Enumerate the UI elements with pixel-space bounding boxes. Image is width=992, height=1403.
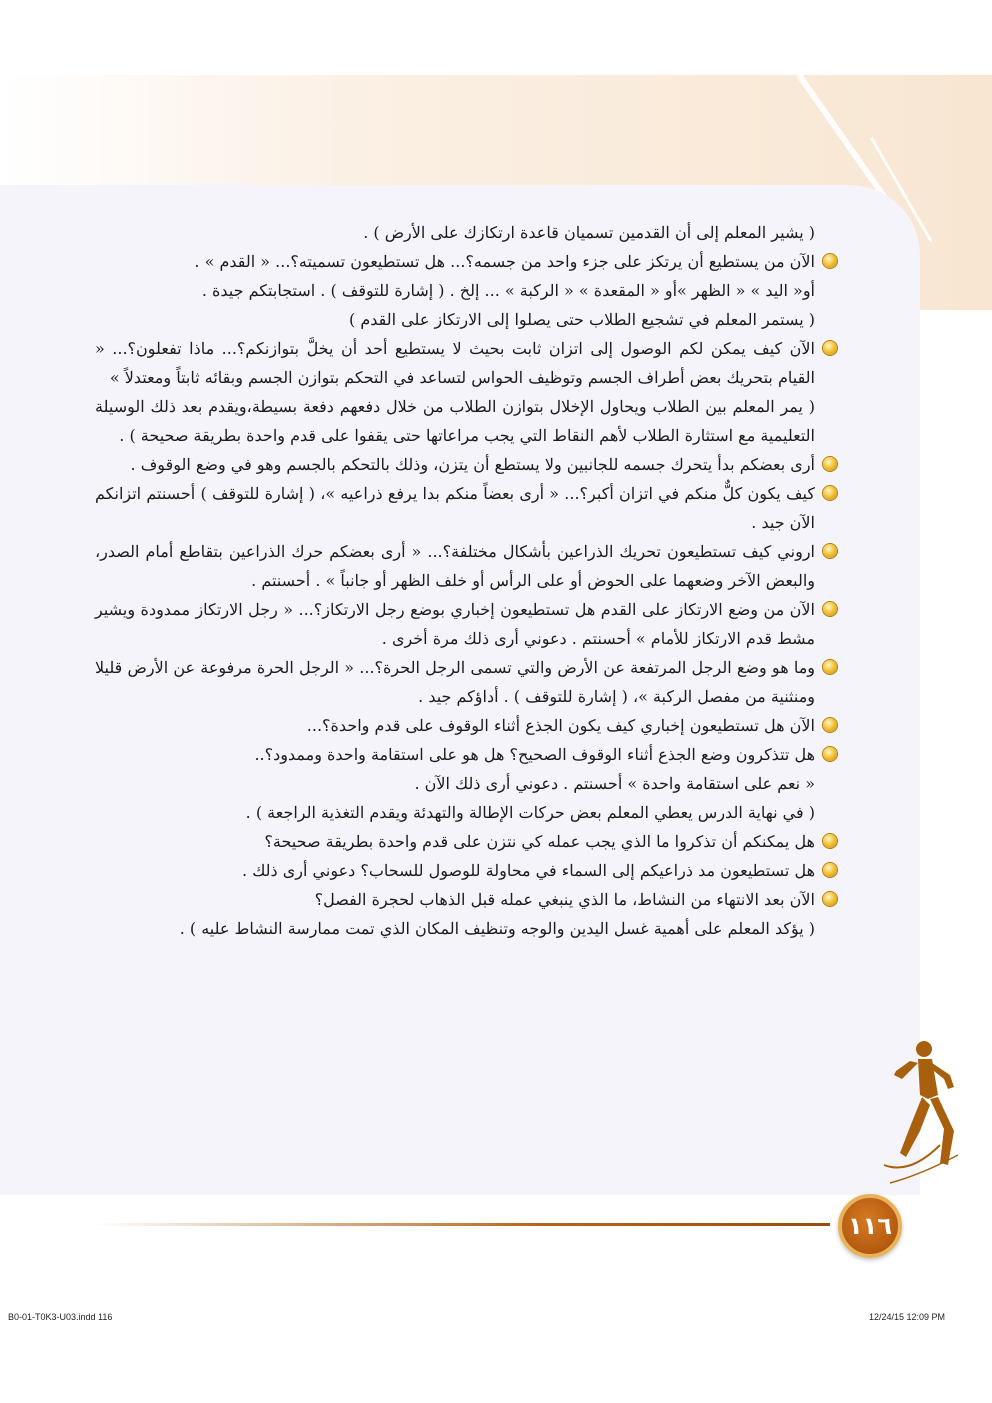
bullet-icon: [823, 863, 837, 877]
bullet-item: هل تستطيعون مد ذراعيكم إلى السماء في محاولة للوصول للسحاب؟ دعوني أرى ذلك .: [95, 856, 815, 885]
bullet-icon: [823, 834, 837, 848]
bullet-icon: [823, 602, 837, 616]
paragraph: ( في نهاية الدرس يعطي المعلم بعض حركات الإطالة والتهدئة ويقدم التغذية الراجعة ) .: [245, 803, 815, 822]
bullet-icon: [823, 341, 837, 355]
bullet-icon: [823, 486, 837, 500]
print-timestamp: 12/24/15 12:09 PM: [869, 1312, 946, 1322]
paragraph: ( يستمر المعلم في تشجيع الطلاب حتى يصلوا إلى الارتكاز على القدم ): [349, 310, 815, 329]
bullet-icon: [823, 544, 837, 558]
paragraph: ( يؤكد المعلم على أهمية غسل اليدين والوجه وتنظيف المكان الذي تمت ممارسة النشاط عليه ) .: [179, 919, 815, 938]
bullet-icon: [823, 892, 837, 906]
paragraph: « نعم على استقامة واحدة » أحسنتم . دعوني أرى ذلك الآن .: [414, 774, 815, 793]
bullet-item: الآن كيف يمكن لكم الوصول إلى اتزان ثابت بحيث لا يستطيع أحد أن يخلَّ بتوازنكم؟... ماذا تفعلون؟... « القيام بتحريك بعض أطراف الجسم وتوظيف الحواس لتساعد في التحكم بتوازن الجسم وبقائه ثابتاً ومعتدلاً »: [95, 334, 815, 392]
bullet-icon: [823, 457, 837, 471]
bullet-icon: [823, 660, 837, 674]
bullet-icon: [823, 718, 837, 732]
lesson-text: [95, 218, 815, 943]
print-file-slug: B0-01-T0K3-U03.indd 116: [8, 1312, 113, 1322]
bullet-item: هل تتذكرون وضع الجذع أثناء الوقوف الصحيح؟ هل هو على استقامة واحدة وممدود؟..: [95, 740, 815, 769]
bullet-item: وما هو وضع الرجل المرتفعة عن الأرض والتي تسمى الرجل الحرة؟... « الرجل الحرة مرفوعة عن الأرض قليلا ومنثنية من مفصل الركبة »، ( إشارة للتوقف ) . أداؤكم جيد .: [95, 653, 815, 711]
paragraph: ( يمر المعلم بين الطلاب ويحاول الإخلال بتوازن الطلاب من خلال دفعهم دفعة بسيطة،ويقدم بعد ذلك الوسيلة التعليمية مع استثارة الطلاب لأهم النقاط التي يجب مراعاتها حتى يقفوا على قدم واحدة بطريقة صحيحة ) .: [95, 397, 815, 445]
runner-icon: [880, 1035, 972, 1185]
paragraph: ( يشير المعلم إلى أن القدمين تسميان قاعدة ارتكازك على الأرض ) .: [363, 223, 815, 242]
page-number: ١١٦: [838, 1194, 902, 1258]
bullet-item: الآن من يستطيع أن يرتكز على جزء واحد من جسمه؟... هل تستطيعون تسميته؟... « القدم » .: [95, 247, 815, 276]
bullet-item: الآن بعد الانتهاء من النشاط، ما الذي ينبغي عمله قبل الذهاب لحجرة الفصل؟: [95, 885, 815, 914]
bullet-item: الآن من وضع الارتكاز على القدم هل تستطيعون إخباري بوضع رجل الارتكاز؟... « رجل الارتكاز ممدودة ويشير مشط قدم الارتكاز للأمام » أحسنتم . دعوني أرى ذلك مرة أخرى .: [95, 595, 815, 653]
bullet-item: اروني كيف تستطيعون تحريك الذراعين بأشكال مختلفة؟... « أرى بعضكم حرك الذراعين بتقاطع أمام الصدر، والبعض الآخر وضعهما على الحوض أو على الرأس أو خلف الظهر أو جانباً » . أحسنتم .: [95, 537, 815, 595]
bullet-icon: [823, 254, 837, 268]
bullet-item: كيف يكون كلٌّ منكم في اتزان أكبر؟... « أرى بعضاً منكم بدا يرفع ذراعيه »، ( إشارة للتوقف ) أحسنتم اتزانكم الآن جيد .: [95, 479, 815, 537]
bullet-item: هل يمكنكم أن تذكروا ما الذي يجب عمله كي نتزن على قدم واحدة بطريقة صحيحة؟: [95, 827, 815, 856]
bullet-icon: [823, 747, 837, 761]
footer-divider: [95, 1223, 830, 1226]
paragraph: أو« اليد » « الظهر »أو « المقعدة » « الركبة » ... إلخ . ( إشارة للتوقف ) . استجابتكم جيدة .: [201, 281, 815, 300]
bullet-item: الآن هل تستطيعون إخباري كيف يكون الجذع أثناء الوقوف على قدم واحدة؟...: [95, 711, 815, 740]
bullet-item: أرى بعضكم بدأ يتحرك جسمه للجانبين ولا يستطع أن يتزن، وذلك بالتحكم بالجسم وهو في وضع الوقوف .: [95, 450, 815, 479]
